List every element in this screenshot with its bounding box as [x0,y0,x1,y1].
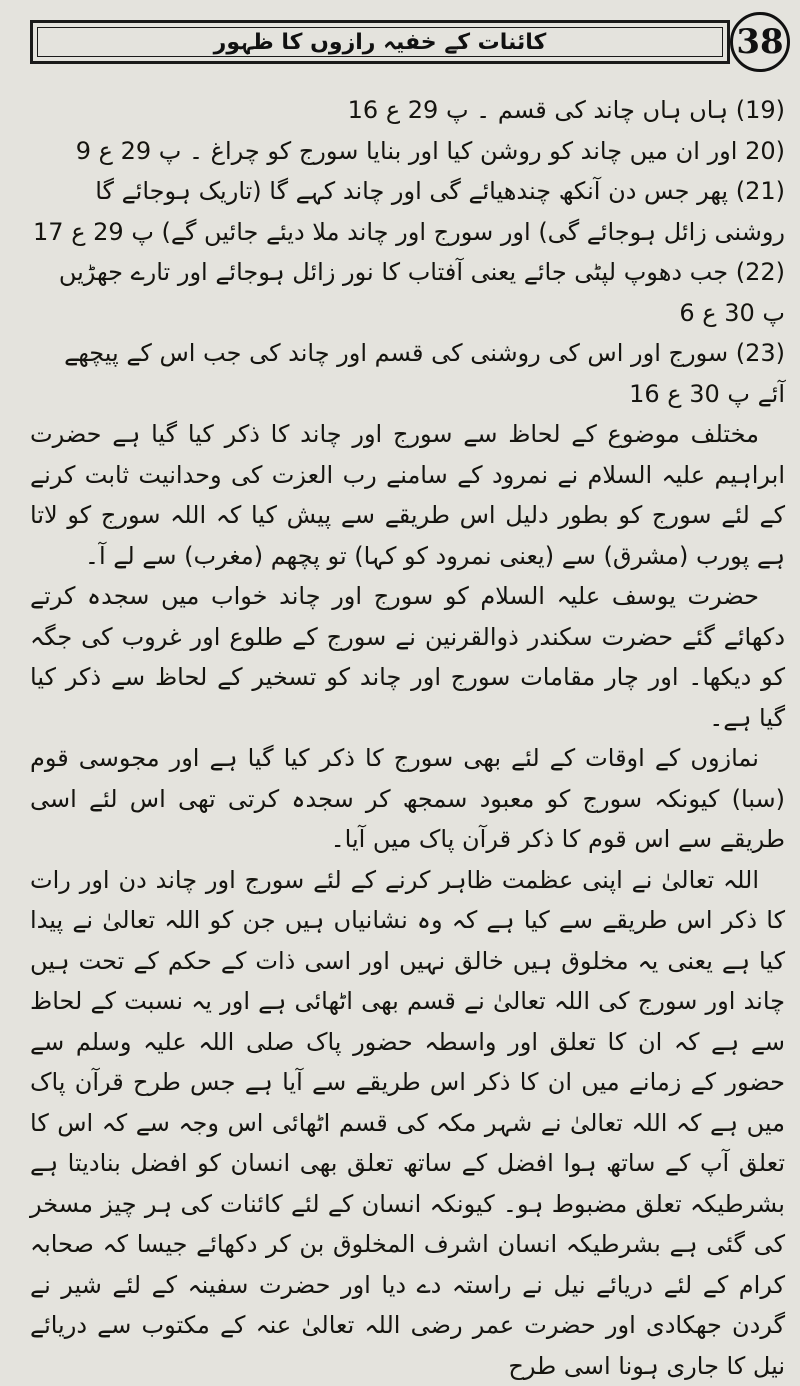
verse-item-20: (20 اور ان میں چاند کو روشن کیا اور بنایا سورج کو چراغ ۔ پ 29 ع 9 [30,131,785,172]
verse-item-19: (19) ہاں ہاں چاند کی قسم ۔ پ 29 ع 16 [30,90,785,131]
header-title-frame [30,20,730,64]
header-title: کائنات کے خفیہ رازوں کا ظہور [214,30,547,55]
verse-item-23: (23) سورج اور اس کی روشنی کی قسم اور چاند کی جب اس کے پیچھے آئے پ 30 ع 16 [30,333,785,414]
verse-item-21: (21) پھر جس دن آنکھ چندھیائے گی اور چاند کہے گا (تاریک ہوجائے گا روشنی زائل ہوجائے گی) اور سورج اور چاند ملا دیئے جائیں گے) پ 29 ع 17 [30,171,785,252]
paragraph-sun-moon-topics: مختلف موضوع کے لحاظ سے سورج اور چاند کا ذکر کیا گیا ہے حضرت ابراہیم علیہ السلام نے نمرود کے سامنے رب العزت کی وحدانیت ثابت کرنے کے لئے سورج کو بطور دلیل اس طریقے سے پیش کیا کہ اللہ سورج کو لاتا ہے پورب (مشرق) سے (یعنی نمرود کو کہا) تو پچھم (مغرب) سے لے آ۔ [30,414,785,576]
body-text [30,90,785,1300]
paragraph-prayer-times: نمازوں کے اوقات کے لئے بھی سورج کا ذکر کیا گیا ہے اور مجوسی قوم (سبا) کیونکہ سورج کو معبود سمجھ کر سجدہ کرتی تھی اس لئے اسی طریقے سے اس قوم کا ذکر قرآن پاک میں آیا۔ [30,738,785,860]
paragraph-signs-of-allah: اللہ تعالیٰ نے اپنی عظمت ظاہر کرنے کے لئے سورج اور چاند دن اور رات کا ذکر اس طریقے سے کیا ہے کہ وہ نشانیاں ہیں جن کو اللہ تعالیٰ نے پیدا کیا ہے یعنی یہ مخلوق ہیں خالق نہیں اور اسی ذات کے حکم کے تحت ہیں چاند اور سورج کی اللہ تعالیٰ نے قسم بھی اٹھائی ہے اور یہ نسبت کے لحاظ سے ہے کہ ان کا تعلق اور واسطہ حضور پاک صلی اللہ علیہ وسلم سے حضور کے زمانے میں ان کا ذکر اس طریقے سے آیا ہے جس طرح قرآن پاک میں ہے کہ اللہ تعالیٰ نے شہر مکہ کی قسم اٹھائی اس وجہ سے کہ اس کا تعلق آپ کے ساتھ ہوا افضل کے ساتھ تعلق بھی انسان کو افضل بنادیتا ہے بشرطیکہ تعلق مضبوط ہو۔ کیونکہ انسان کے لئے کائنات کی ہر چیز مسخر کی گئی ہے بشرطیکہ انسان اشرف المخلوق بن کر دکھائے جیسا کہ صحابہ کرام کے لئے دریائے نیل نے راستہ دے دیا اور حضرت سفینہ کے لئے شیر نے گردن جھکادی اور حضرت عمر رضی اللہ تعالیٰ عنہ کے مکتوب سے دریائے نیل کا جاری ہونا اسی طرح [30,860,785,1386]
verse-item-22: (22) جب دھوپ لپٹی جائے یعنی آفتاب کا نور زائل ہوجائے اور تارے جھڑیں پ 30 ع 6 [30,252,785,333]
page-number-badge: 38 [730,12,790,72]
page-header [30,12,790,78]
paragraph-yusuf-dream: حضرت یوسف علیہ السلام کو سورج اور چاند خواب میں سجدہ کرتے دکھائے گئے حضرت سکندر ذوالقرنین نے سورج کے طلوع اور غروب کی جگہ کو دیکھا۔ اور چار مقامات سورج اور چاند کو تسخیر کے لحاظ سے ذکر کیا گیا ہے۔ [30,576,785,738]
